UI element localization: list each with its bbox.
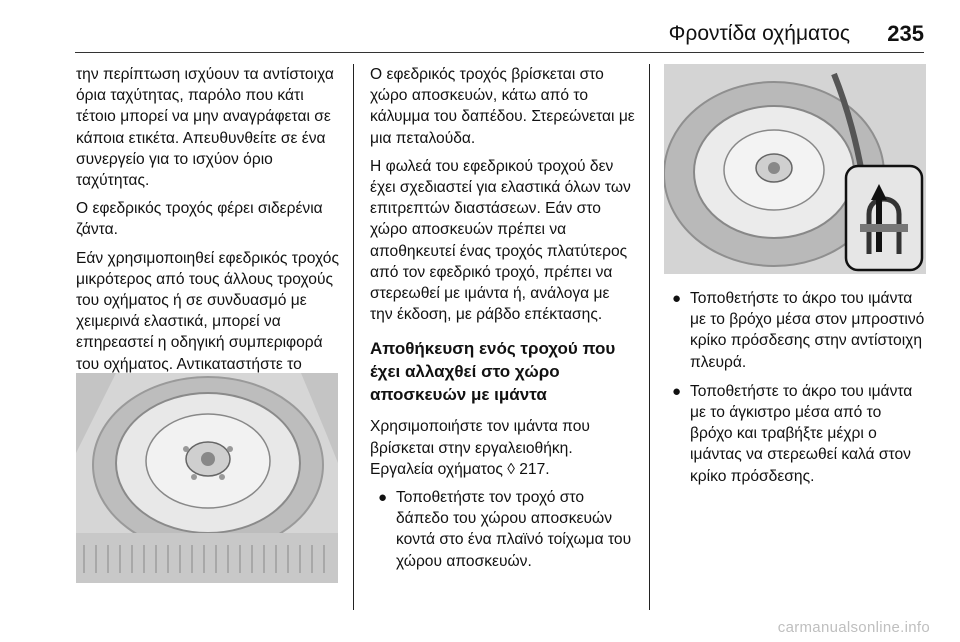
- paragraph: Ο εφεδρικός τροχός βρίσκεται στο χώρο αποσκευών, κάτω από το κάλυμμα του δαπέδου. Στερεώνεται με μια πεταλούδα.: [370, 66, 635, 147]
- header-rule: [75, 52, 924, 53]
- section-heading: Αποθήκευση ενός τροχού που έχει αλλαχθεί στο χώρο αποσκευών με ιμάντα: [370, 339, 616, 405]
- column-divider: [649, 64, 650, 610]
- watermark: carmanualsonline.info: [777, 619, 930, 636]
- strap-fastening-image: [664, 64, 926, 274]
- paragraph: Η φωλεά του εφεδρικού τροχού δεν έχει σχεδιαστεί για ελαστικά όλων των επιτρεπτών διαστάσεων. Εάν στο χώρο αποσκευών πρέπει να αποθηκευτεί ένας τροχός πλατύτερος από τον εφεδρικό τροχό, πρέπει να στερεωθεί με ιμάντα ή, ανάλογα με την έκδοση, με ράβδο επέκτασης.: [370, 157, 631, 324]
- column-right: [664, 286, 926, 495]
- column-divider: [353, 64, 354, 610]
- column-left: [76, 64, 344, 424]
- spare-wheel-image: [76, 373, 338, 583]
- page-header: [0, 0, 960, 54]
- bullet-icon: ●: [672, 290, 682, 307]
- bullet-icon: ●: [378, 489, 388, 507]
- bullet-icon: ●: [672, 382, 682, 400]
- paragraph: την περίπτωση ισχύουν τα αντίστοιχα όρια ταχύτητας, παρόλο που κάτι τέτοιο μπορεί να μην αναγράφεται σε κάποια ετικέτα. Απευθυνθείτε σε ένα συνεργείο για το ισχύον όριο ταχύτητας.: [76, 66, 334, 190]
- bullet-text: Τοποθετήστε τον τροχό στο δάπεδο του χώρου αποσκευών κοντά στο ένα πλαϊνό τοίχωμα του χώρου αποσκευών.: [396, 489, 632, 570]
- paragraph: Εάν χρησιμοποιηθεί εφεδρικός τροχός μικρότερος από τους άλλους τροχούς του οχήματος ή σε συνδυασμό με χειμερινά ελαστικά, μπορεί να επηρεαστεί η οδηγική συμπεριφορά του οχήματος. Αντικαταστήστε το: [76, 249, 339, 373]
- bullet-item: [370, 487, 635, 572]
- header-title: Φροντίδα οχήματος: [668, 22, 850, 45]
- bullet-item: [664, 381, 926, 487]
- bullet-item: [664, 288, 926, 373]
- column-middle: [370, 64, 635, 580]
- paragraph: Ο εφεδρικός τροχός φέρει σιδερένια ζάντα.: [76, 200, 323, 239]
- bullet-text: Τοποθετήστε το άκρο του ιμάντα με το άγκιστρο μέσα από το βρόχο και τραβήξτε μέχρι ο ιμάντας να στερεωθεί καλά στον κρίκο πρόσδεσης.: [690, 382, 913, 485]
- bullet-text: Τοποθετήστε το άκρο του ιμάντα με το βρόχο μέσα στον μπροστινό κρίκο πρόσδεσης στην αντίστοιχη πλευρά.: [690, 290, 925, 371]
- page-number: 235: [887, 21, 924, 46]
- paragraph: Χρησιμοποιήστε τον ιμάντα που βρίσκεται στην εργαλειοθήκη. Εργαλεία οχήματος ◊ 217.: [370, 418, 590, 478]
